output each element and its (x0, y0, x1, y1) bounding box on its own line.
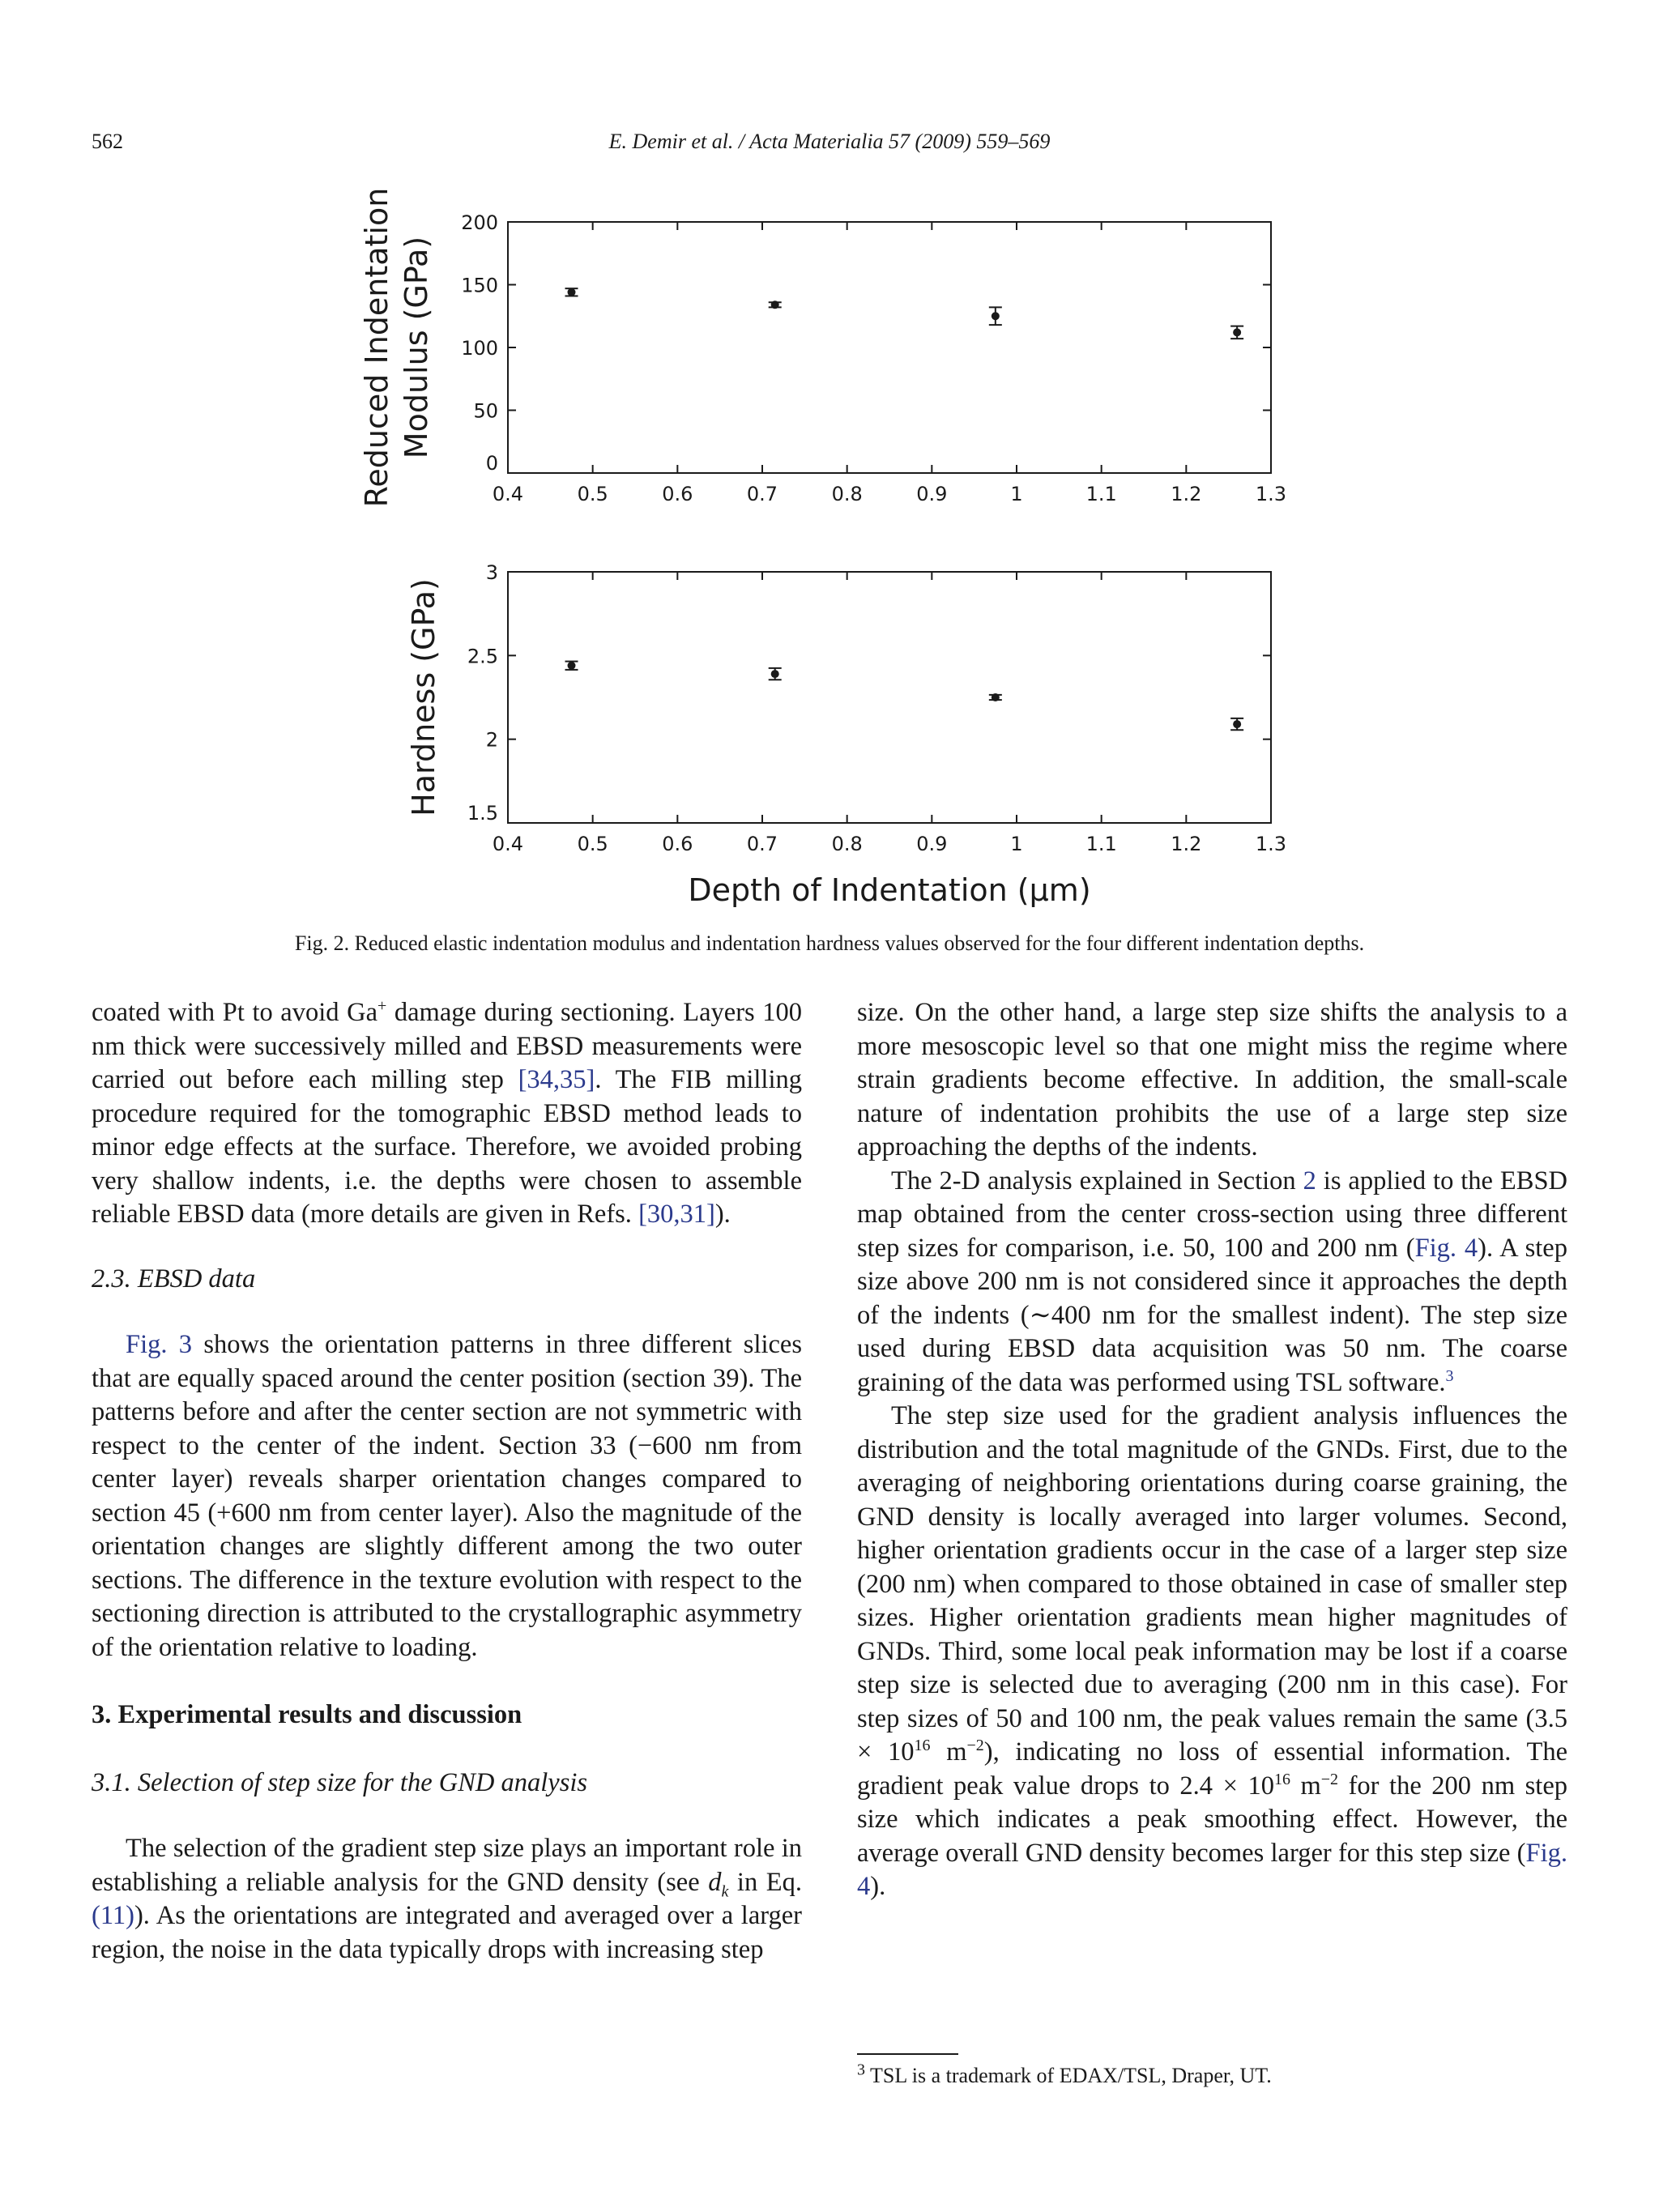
reference-link[interactable]: [30,31] (638, 1200, 715, 1229)
y-axis-label: Modulus (GPa) (399, 236, 434, 459)
x-tick-label: 1.2 (1171, 833, 1202, 855)
figure-link[interactable]: Fig. 3 (126, 1330, 193, 1359)
x-tick-label: 0.5 (577, 483, 608, 505)
x-tick-label: 0.7 (746, 833, 778, 855)
plot-frame (508, 222, 1271, 473)
data-point (771, 300, 779, 309)
section-heading-3-1: 3.1. Selection of step size for the GND analysis (92, 1767, 588, 1797)
y-tick-label: 50 (473, 399, 498, 423)
figure-link[interactable]: Fig. 4 (857, 1838, 1567, 1901)
x-tick-label: 1.1 (1085, 833, 1117, 855)
hardness-chart (406, 561, 1286, 908)
paragraph: coated with Pt to avoid Ga+ damage during sectioning. Layers 100 nm thick were successively milled and EBSD measurements were carried out before each milling step [34,35]. The FIB milling procedure required for the tomographic EBSD method leads to minor edge effects at the surface. Therefore, we avoided probing very shallow indents, i.e. the depths were chosen to assemble reliable EBSD data (more details are given in Refs. [30,31]). (92, 997, 802, 1229)
x-tick-label: 0.5 (577, 833, 608, 855)
section-heading-2-3: 2.3. EBSD data (92, 1264, 256, 1294)
y-tick-label: 200 (461, 211, 498, 234)
x-axis-label: Depth of Indentation (μm) (688, 872, 1091, 908)
x-tick-label: 0.4 (492, 483, 524, 505)
right-column (857, 996, 1567, 1904)
running-header: E. Demir et al. / Acta Materialia 57 (2009) 559–569 (608, 130, 1051, 153)
data-point (992, 693, 1000, 701)
page-number: 562 (92, 130, 123, 153)
left-column (92, 996, 802, 1967)
data-point (568, 662, 576, 670)
y-tick-label: 0 (485, 452, 498, 475)
paragraph: The step size used for the gradient analysis influences the distribution and the total magnitude of the GNDs. First, due to the averaging of neighboring orientations during coarse graining, the GND density is locally averaged into larger volumes. Second, higher orientation gradients occur in the case of a larger step size (200 nm) when compared to those obtained in case of smaller step sizes. Higher orientation gradients mean higher magnitudes of GNDs. Third, some local peak information may be lost if a coarse step size is selected due to averaging (200 nm in this case). For step sizes of 50 and 100 nm, the peak values remain the same ($3.5 \times 10^{16}$ $m^{-2}$), indicating no loss of essential information. The gradient peak value drops to $2.4 \times 10^{16}$ $m^{-2}$ for the 200 nm step size which indicates a peak smoothing effect. However, the average overall GND density becomes larger for this step size (Fig. 4). (857, 1401, 1567, 1901)
figure-2 (0, 0, 1659, 923)
footnote-link[interactable]: 3 (1445, 1366, 1454, 1385)
x-tick-label: 1.1 (1085, 483, 1117, 505)
reference-link[interactable]: [34,35] (518, 1065, 595, 1094)
data-point (1233, 720, 1241, 728)
x-tick-label: 1.3 (1255, 483, 1287, 505)
x-tick-label: 0.9 (916, 833, 948, 855)
x-tick-label: 0.9 (916, 483, 948, 505)
x-tick-label: 1 (1010, 833, 1023, 855)
x-tick-label: 1 (1010, 483, 1023, 505)
figure-link[interactable]: Fig. 4 (1414, 1233, 1478, 1263)
paragraph: size. On the other hand, a large step size shifts the analysis to a more mesoscopic level so that one might miss the regime where strain gradients become effective. In addition, the small-scale nature of indentation prohibits the use of a large step size approaching the depths of the indents. (857, 998, 1567, 1161)
x-tick-label: 0.6 (662, 483, 693, 505)
x-tick-label: 0.6 (662, 833, 693, 855)
x-tick-label: 0.8 (831, 833, 863, 855)
paragraph: Fig. 3 shows the orientation patterns in three different slices that are equally spaced around the center position (section 39). The patterns before and after the center section are not symmetric with respect to the center of the indent. Section 33 (−600 nm from center layer) reveals sharper orientation changes compared to section 45 (+600 nm from center layer). Also the magnitude of the orientation changes are slightly different among the two outer sections. The difference in the texture evolution with respect to the sectioning direction is attributed to the crystallographic asymmetry of the orientation relative to loading. (92, 1330, 802, 1662)
footnote: $^3$ TSL is a trademark of EDAX/TSL, Draper, UT. (857, 2061, 1272, 2087)
x-tick-label: 0.4 (492, 833, 524, 855)
y-axis-label: Reduced Indentation (359, 187, 394, 508)
modulus-chart (359, 188, 1286, 508)
y-tick-label: 2.5 (467, 645, 498, 668)
y-tick-label: 150 (461, 274, 498, 297)
section-heading-3: 3. Experimental results and discussion (92, 1700, 522, 1729)
section-link[interactable]: 2 (1303, 1166, 1316, 1196)
x-tick-label: 1.3 (1255, 833, 1287, 855)
paragraph: The 2-D analysis explained in Section 2 is applied to the EBSD map obtained from the center cross-section using three different step sizes for comparison, i.e. 50, 100 and 200 nm (Fig. 4). A step size above 200 nm is not considered since it approaches the depth of the indents (∼400 nm for the smallest indent). The step size used during EBSD data acquisition was 50 nm. The coarse graining of the data was performed using TSL software.$^3$ (857, 1166, 1567, 1397)
y-tick-label: 2 (485, 728, 498, 752)
figure-caption: Fig. 2. Reduced elastic indentation modulus and indentation hardness values observed for the four different indentation depths. (294, 931, 1365, 955)
y-axis-label: Hardness (GPa) (406, 578, 441, 816)
plot-frame (508, 572, 1271, 823)
footnote-rule (857, 2053, 958, 2055)
equation-link[interactable]: (11) (92, 1901, 134, 1930)
data-point (1233, 328, 1241, 336)
y-tick-label: 1.5 (467, 802, 498, 825)
data-point (568, 288, 576, 296)
x-tick-label: 0.8 (831, 483, 863, 505)
y-tick-label: 100 (461, 337, 498, 360)
x-tick-label: 1.2 (1171, 483, 1202, 505)
data-point (771, 670, 779, 678)
x-tick-label: 0.7 (746, 483, 778, 505)
y-tick-label: 3 (485, 561, 498, 584)
paragraph: The selection of the gradient step size plays an important role in establishing a reliable analysis for the GND density (see $d_k$ in Eq. (11)). As the orientations are integrated and averaged over a larger region, the noise in the data typically drops with increasing step (92, 1834, 802, 1964)
data-point (992, 312, 1000, 320)
